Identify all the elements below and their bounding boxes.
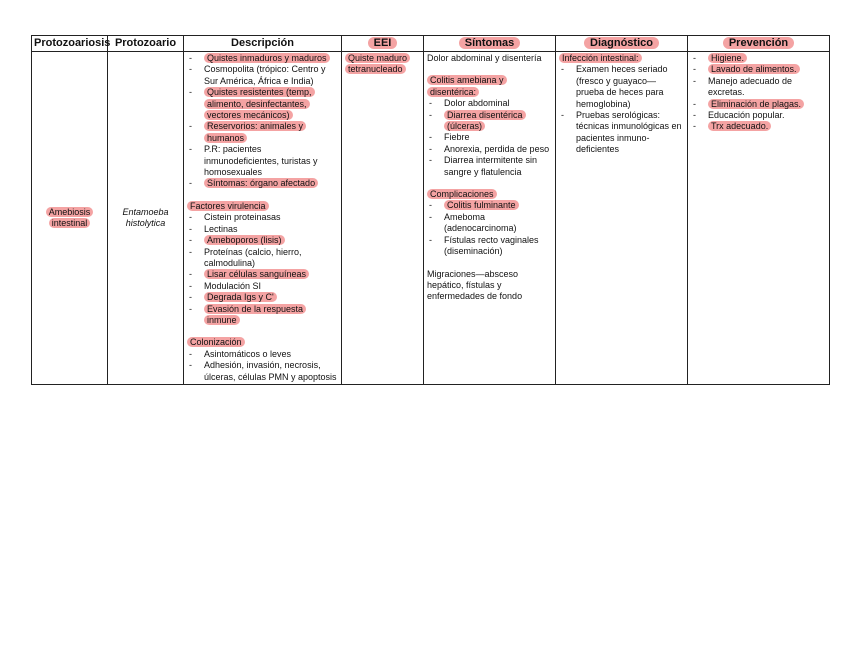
list-item: - Degrada Igs y C'	[187, 292, 338, 303]
list-item: - Pruebas serológicas: técnicas inmunológicas en pacientes inmuno-deficientes	[559, 110, 684, 156]
descripcion-intro-list	[187, 53, 338, 190]
prevencion-list	[691, 53, 826, 133]
cell-protozoario	[108, 52, 184, 385]
cell-eei	[342, 52, 424, 385]
cell-descripcion	[184, 52, 342, 385]
factores-title: Factores virulencia	[187, 201, 338, 212]
cell-sintomas	[424, 52, 556, 385]
list-item: - Reservorios: animales y humanos	[187, 121, 338, 144]
list-item: - P.R: pacientes inmunodeficientes, turistas y homosexuales	[187, 144, 338, 178]
list-item: - Síntomas: órgano afectado	[187, 178, 338, 189]
list-item: - Eliminación de plagas.	[691, 99, 826, 110]
list-item: - Colitis fulminante	[427, 200, 552, 211]
table-row	[32, 52, 830, 385]
diagnostico-list	[559, 64, 684, 155]
header-sintomas: Síntomas	[424, 36, 556, 52]
protozoario-name: Entamoeba histolytica	[122, 206, 169, 228]
colonizacion-list	[187, 349, 338, 383]
colitis-title: Colitis amebiana y disentérica:	[427, 75, 552, 98]
list-item: - Educación popular.	[691, 110, 826, 121]
list-item: - Dolor abdominal	[427, 98, 552, 109]
list-item: - Anorexia, perdida de peso	[427, 144, 552, 155]
cell-prevencion	[688, 52, 830, 385]
factores-list	[187, 212, 338, 326]
cell-protozoariosis	[32, 52, 108, 385]
list-item: - Proteínas (calcio, hierro, calmodulina)	[187, 247, 338, 270]
list-item: - Cistein proteinasas	[187, 212, 338, 223]
header-protozoario: Protozoario	[108, 36, 184, 52]
list-item: - Evasión de la respuesta inmune	[187, 304, 338, 327]
cell-diagnostico	[556, 52, 688, 385]
list-item: - Higiene.	[691, 53, 826, 64]
header-diagnostico: Diagnóstico	[556, 36, 688, 52]
list-item: - Asintomáticos o leves	[187, 349, 338, 360]
sintomas-intro: Dolor abdominal y disentería	[427, 53, 542, 63]
list-item: - Quistes inmaduros y maduros	[187, 53, 338, 64]
list-item: - Diarrea intermitente sin sangre y flatulencia	[427, 155, 552, 178]
header-descripcion: Descripción	[184, 36, 342, 52]
complicaciones-list	[427, 200, 552, 257]
protozoariosis-name: Amebiosis intestinal	[46, 207, 94, 228]
list-item: - Trx adecuado.	[691, 121, 826, 132]
colitis-list	[427, 98, 552, 178]
protozoa-table	[31, 35, 830, 385]
list-item: - Adhesión, invasión, necrosis, úlceras, células PMN y apoptosis	[187, 360, 338, 383]
list-item: - Lavado de alimentos.	[691, 64, 826, 75]
header-row	[32, 36, 830, 52]
header-protozoariosis: Protozoariosis	[32, 36, 108, 52]
list-item: - Ameboma (adenocarcinoma)	[427, 212, 552, 235]
list-item: - Modulación SI	[187, 281, 338, 292]
list-item: - Cosmopolita (trópico: Centro y Sur América, África e India)	[187, 64, 338, 87]
header-prevencion: Prevención	[688, 36, 830, 52]
colonizacion-title: Colonización	[187, 337, 338, 348]
complicaciones-title: Complicaciones	[427, 189, 552, 200]
list-item: - Fiebre	[427, 132, 552, 143]
list-item: - Lectinas	[187, 224, 338, 235]
header-eei: EEI	[342, 36, 424, 52]
eei-value: Quiste maduro tetranucleado	[345, 53, 410, 74]
list-item: - Quistes resistentes (temp, alimento, desinfectantes, vectores mecánicos)	[187, 87, 338, 121]
list-item: - Ameboporos (lisis)	[187, 235, 338, 246]
diagnostico-title: Infección intestinal:	[559, 53, 684, 64]
list-item: - Manejo adecuado de excretas.	[691, 76, 826, 99]
list-item: - Examen heces seriado (fresco y guayaco—prueba de heces para hemoglobina)	[559, 64, 684, 110]
migraciones-text: Migraciones—absceso hepático, fístulas y enfermedades de fondo	[427, 268, 523, 302]
list-item: - Fístulas recto vaginales (diseminación)	[427, 235, 552, 258]
list-item: - Lisar células sanguíneas	[187, 269, 338, 280]
list-item: - Diarrea disentérica (úlceras)	[427, 110, 552, 133]
